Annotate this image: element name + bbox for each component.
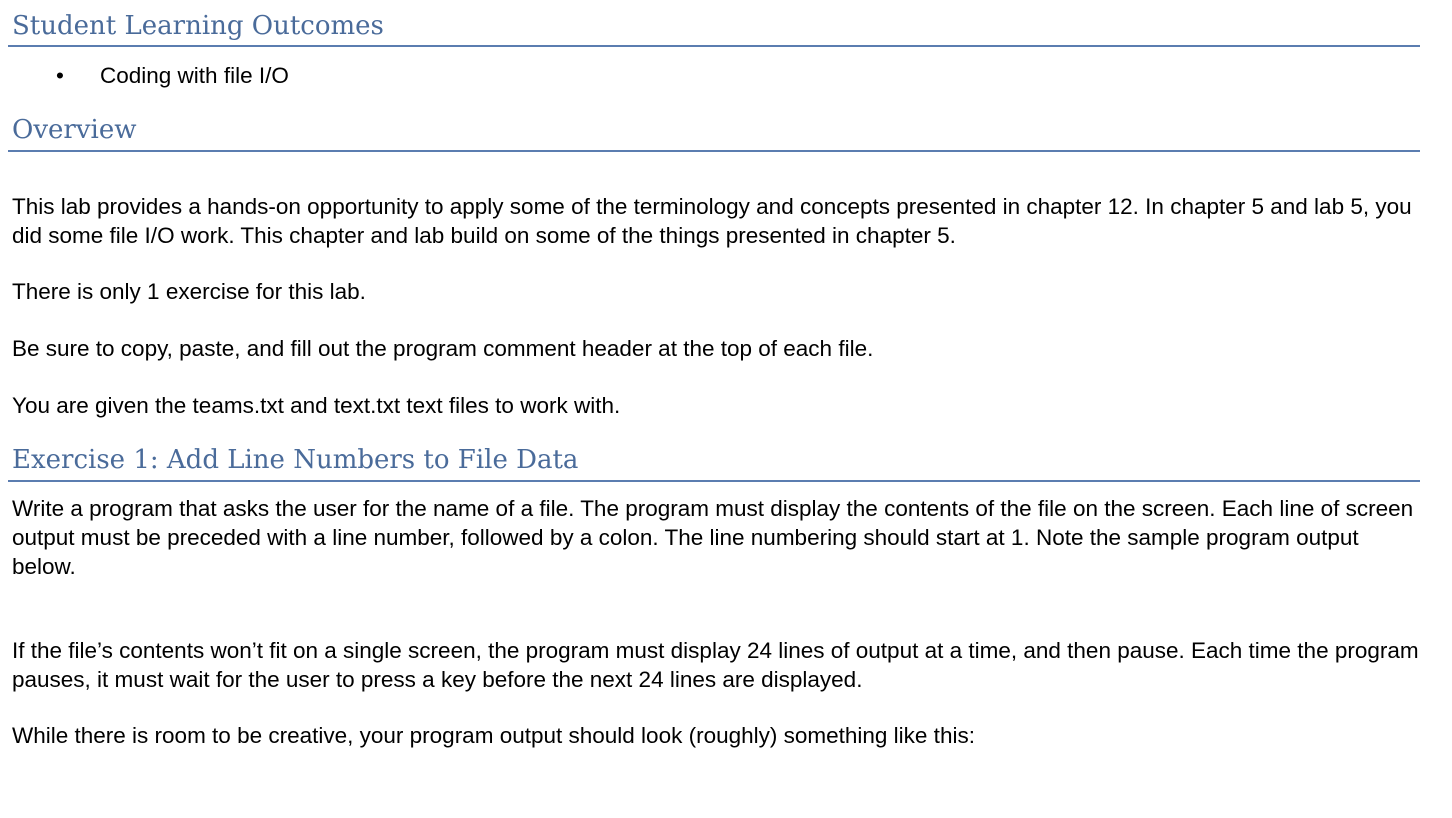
exercise-paragraph-sample-output: While there is room to be creative, your program output should look (roughly) something like this: (12, 723, 975, 748)
list-item (0, 61, 289, 90)
bullet-icon: • (56, 63, 64, 88)
heading-exercise-1: Exercise 1: Add Line Numbers to File Data (12, 445, 579, 475)
outcomes-bullet-list (0, 61, 289, 90)
exercise-paragraph-pagination: If the file’s contents won’t fit on a single screen, the program must display 24 lines of output at a time, and then pause. Each time the program pauses, it must wait for the user to press a key before the next 24 lines are displayed. (12, 638, 1419, 692)
outcome-text: Coding with file I/O (100, 63, 289, 88)
heading-student-learning-outcomes: Student Learning Outcomes (12, 11, 384, 41)
overview-paragraph-comment-header: Be sure to copy, paste, and fill out the program comment header at the top of each file. (12, 336, 874, 361)
heading-underline-exercise-1 (8, 480, 1420, 482)
heading-underline-outcomes (8, 45, 1420, 47)
exercise-paragraph-description: Write a program that asks the user for the name of a file. The program must display the contents of the file on the screen. Each line of screen output must be preceded with a line number, followed by a colon. The line numbering should start at 1. Note the sample program output below. (12, 496, 1414, 579)
overview-paragraph-intro: This lab provides a hands-on opportunity to apply some of the terminology and concepts presented in chapter 12. In chapter 5 and lab 5, you did some file I/O work. This chapter and lab build on some of the things presented in chapter 5. (12, 194, 1412, 248)
heading-underline-overview (8, 150, 1420, 152)
overview-paragraph-given-files: You are given the teams.txt and text.txt text files to work with. (12, 393, 621, 418)
heading-overview: Overview (12, 115, 137, 145)
overview-paragraph-exercise-count: There is only 1 exercise for this lab. (12, 279, 366, 304)
